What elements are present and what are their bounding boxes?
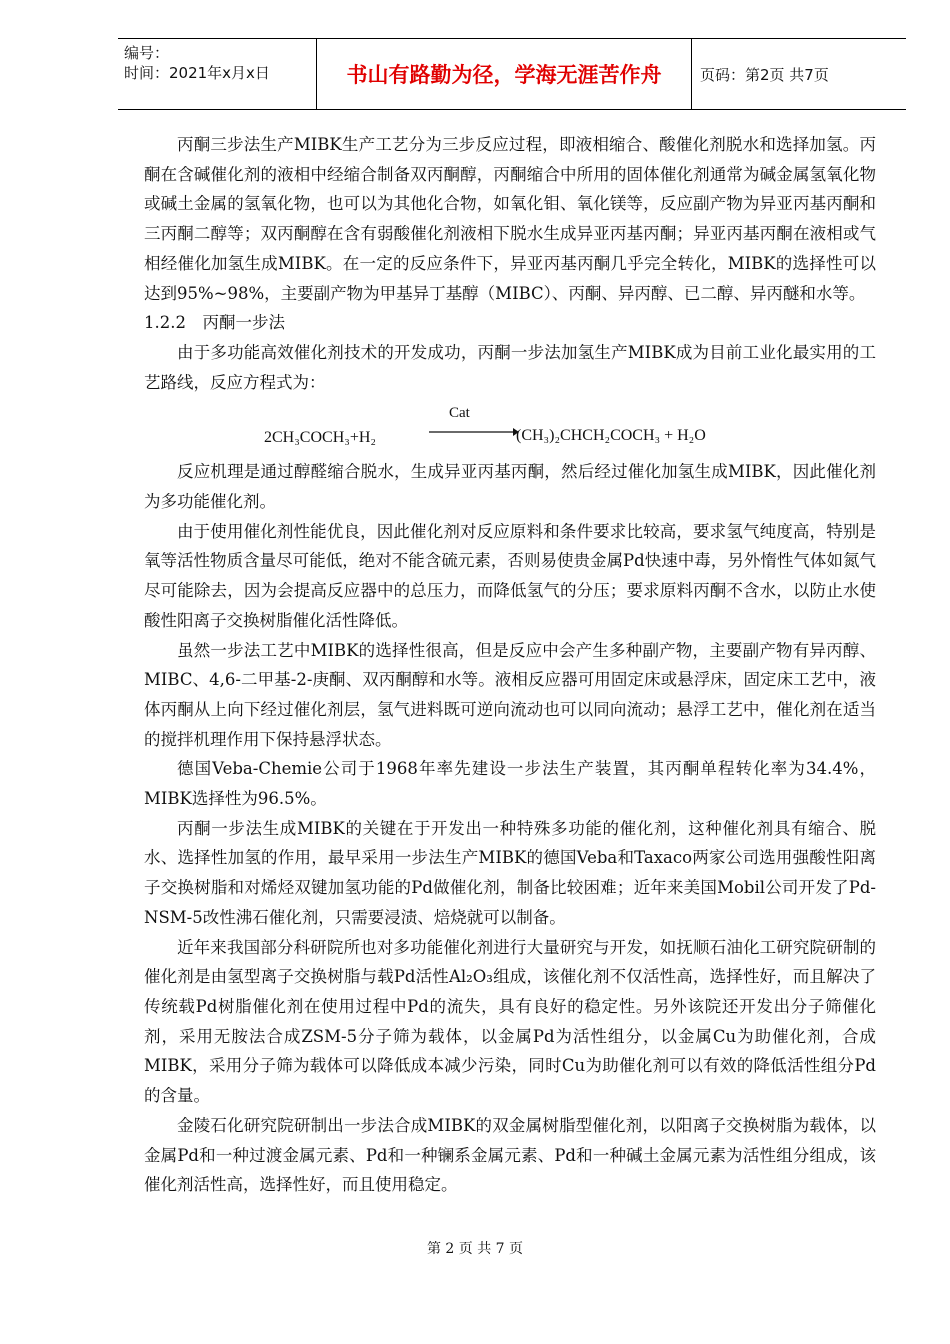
paragraph-three-step-process: 丙酮三步法生产MIBK生产工艺分为三步反应过程，即液相缩合、酸催化剂脱水和选择加氢。丙酮在含碱催化剂的液相中经缩合制备双丙酮醇，丙酮缩合中所用的固体催化剂通常为碱金属氢氧化物或碱土金属的氢氧化物，也可以为其他化合物，如氧化钼、氧化镁等，反应副产物为异亚丙基丙酮和三丙酮二醇等；双丙酮醇在含有弱酸催化剂液相下脱水生成异亚丙基丙酮；异亚丙基丙酮在液相或气相经催化加氢生成MIBK。在一定的反应条件下，异亚丙基丙酮几乎完全转化，MIBK的选择性可以达到95%~98%，主要副产物为甲基异丁基醇（MIBC）、丙酮、异丙醇、已二醇、异丙醚和水等。 xyxy=(144,135,876,303)
document-body xyxy=(144,130,876,1200)
paragraph-catalyst-key: 丙酮一步法生成MIBK的关键在于开发出一种特殊多功能的催化剂，这种催化剂具有缩合、脱水、选择性加氢的作用，最早采用一步法生产MIBK的德国Veba和Taxaco两家公司选用强酸性阳离子交换树脂和对烯烃双键加氢功能的Pd做催化剂，制备比较困难；近年来美国Mobil公司开发了Pd-NSM-5改性沸石催化剂，只需要浸渍、焙烧就可以制备。 xyxy=(144,818,876,927)
header-meta xyxy=(124,43,270,83)
section-heading: 1.2.2 丙酮一步法 xyxy=(144,313,285,333)
header-page-info: 页码：第2页 共7页 xyxy=(700,65,829,84)
paragraph-raw-material-requirements: 由于使用催化剂性能优良，因此催化剂对反应原料和条件要求比较高，要求氢气纯度高，特别是氧等活性物质含量尽可能低，绝对不能含硫元素，否则易使贵金属Pd快速中毒，另外惰性气体如氮气尽可能除去，因为会提高反应器中的总压力，而降低氢气的分压；要求原料丙酮不含水，以防止水使酸性阳离子交换树脂催化活性降低。 xyxy=(144,521,876,630)
reaction-arrow-icon xyxy=(429,425,519,439)
document-time-label: 时间：2021年x月x日 xyxy=(124,64,270,82)
equation-reactants: 2CH₃COCH₃+H₂ xyxy=(264,429,376,447)
paragraph-one-step-intro: 由于多功能高效催化剂技术的开发成功，丙酮一步法加氢生产MIBK成为目前工业化最实用的工艺路线，反应方程式为： xyxy=(144,342,876,392)
page-footer: 第 2 页 共 7 页 xyxy=(426,1241,524,1257)
paragraph-veba-chemie: 德国Veba-Chemie公司于1968年率先建设一步法生产装置，其丙酮单程转化率为34.4%，MIBK选择性为96.5%。 xyxy=(144,759,876,809)
document-number-label: 编号： xyxy=(124,44,170,62)
paragraph-byproducts: 虽然一步法工艺中MIBK的选择性很高，但是反应中会产生多种副产物，主要副产物有异丙醇、MIBC、4,6-二甲基-2-庚酮、双丙酮醇和水等。液相反应器可用固定床或悬浮床，固定床工艺中，液体丙酮从上向下经过催化剂层，氢气进料既可逆向流动也可以同向流动；悬浮工艺中，催化剂在适当的搅拌机理作用下保持悬浮状态。 xyxy=(144,640,876,749)
equation-products: (CH₃)₂CHCH₂COCH₃ + H₂O xyxy=(516,427,706,445)
paragraph-jinling-catalyst: 金陵石化研究院研制出一步法合成MIBK的双金属树脂型催化剂，以阳离子交换树脂为载体，以金属Pd和一种过渡金属元素、Pd和一种镧系金属元素、Pd和一种碱土金属元素为活性组分组成，该催化剂活性高，选择性好，而且使用稳定。 xyxy=(144,1115,876,1195)
equation-catalyst: Cat xyxy=(449,405,470,422)
reaction-equation xyxy=(144,399,876,453)
paragraph-reaction-mechanism: 反应机理是通过醇醛缩合脱水，生成异亚丙基丙酮，然后经过催化加氢生成MIBK，因此催化剂为多功能催化剂。 xyxy=(144,462,876,512)
header-motto: 书山有路勤为径，学海无涯苦作舟 xyxy=(316,39,692,109)
page-header xyxy=(118,38,906,110)
paragraph-domestic-research: 近年来我国部分科研院所也对多功能催化剂进行大量研究与开发，如抚顺石油化工研究院研制的催化剂是由氢型离子交换树脂与载Pd活性Al₂O₃组成，该催化剂不仅活性高，选择性好，而且解决了传统载Pd树脂催化剂在使用过程中Pd的流失，具有良好的稳定性。另外该院还开发出分子筛催化剂，采用无胺法合成ZSM-5分子筛为载体，以金属Pd为活性组分，以金属Cu为助催化剂，合成MIBK，采用分子筛为载体可以降低成本减少污染，同时Cu为助催化剂可以有效的降低活性组分Pd的含量。 xyxy=(144,937,876,1106)
